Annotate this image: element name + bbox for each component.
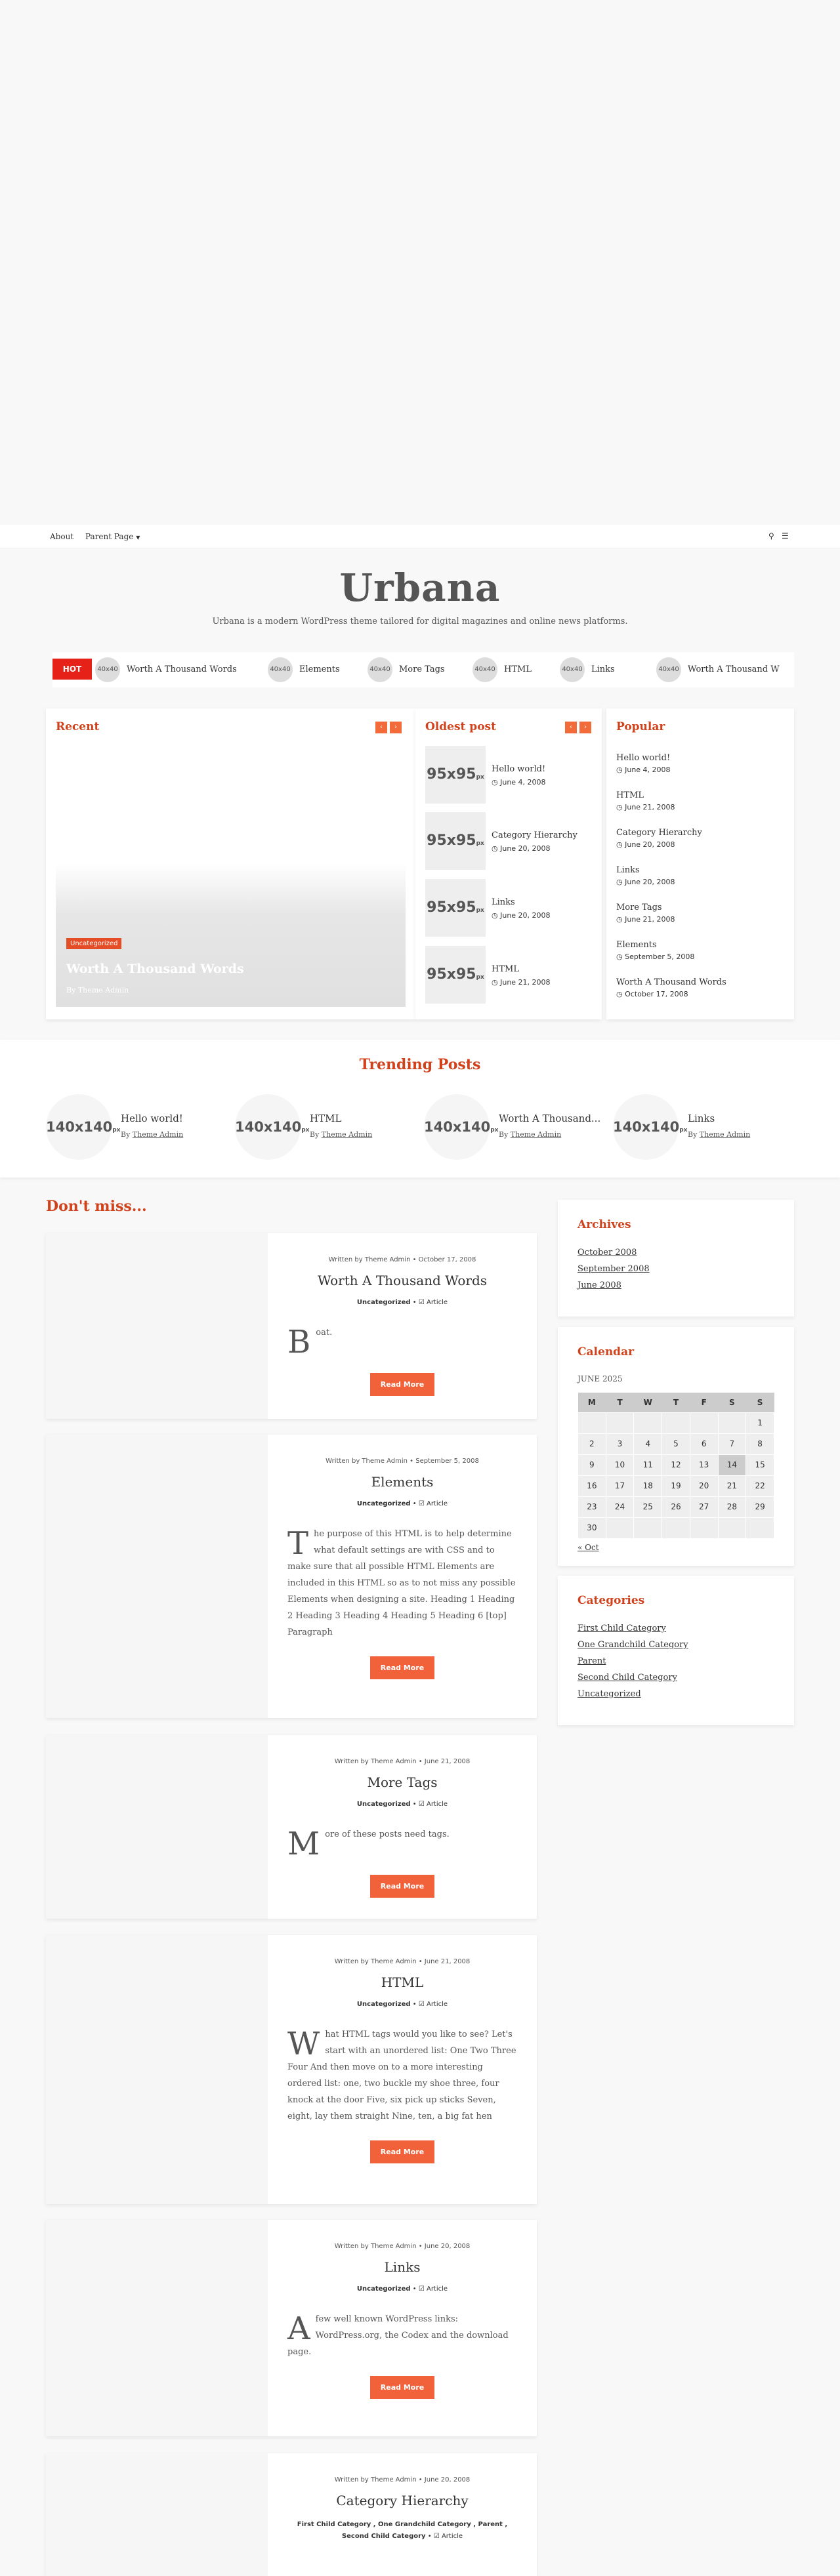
calendar-day: 23 <box>578 1496 606 1517</box>
list-item[interactable]: Worth A Thousand Words ◷ October 17, 2008 <box>616 977 726 998</box>
next-arrow-button[interactable]: › <box>390 722 402 733</box>
article-icon: ☑ <box>433 2533 440 2540</box>
post-thumbnail: 95x95px <box>425 812 486 870</box>
calendar-empty-cell <box>662 1412 690 1433</box>
featured-post-byline: By Theme Admin <box>66 986 129 994</box>
ticker-thumb: 40x40 <box>95 657 120 682</box>
post-title[interactable]: Worth A Thousand Words <box>317 1273 488 1288</box>
ticker-thumb: 40x40 <box>560 657 585 682</box>
post-title[interactable]: Category Hierarchy <box>336 2493 469 2508</box>
clock-icon: ◷ <box>492 911 498 920</box>
clock-icon: ◷ <box>616 840 623 849</box>
article-icon: ☑ <box>418 1801 425 1808</box>
oldest-post-section <box>415 708 602 1019</box>
post-excerpt: oat. <box>316 1328 333 1338</box>
category-link[interactable]: Uncategorized <box>356 1299 411 1306</box>
list-item[interactable]: Links ◷ June 20, 2008 <box>616 865 675 886</box>
calendar-day: 9 <box>578 1454 606 1475</box>
post-card: Written by Theme Admin • June 21, 2008 More Tags Uncategorized • ☑ Article More of these posts need tags. Read More <box>46 1735 537 1919</box>
drop-cap: M <box>287 1826 320 1862</box>
list-item[interactable]: Hello world! ◷ June 4, 2008 <box>616 753 671 774</box>
post-meta: Written by Theme Admin • June 21, 2008 <box>334 1958 471 1965</box>
drop-cap: T <box>287 1525 309 1562</box>
calendar-day: 19 <box>662 1475 690 1496</box>
list-item[interactable]: Elements ◷ September 5, 2008 <box>616 940 695 961</box>
post-meta: Written by Theme Admin • June 20, 2008 <box>334 2243 471 2250</box>
prev-arrow-button[interactable]: ‹ <box>565 722 577 733</box>
post-thumbnail: 140x140px <box>613 1094 679 1160</box>
post-image[interactable] <box>46 1233 268 1419</box>
calendar-title: Calendar <box>578 1345 635 1359</box>
calendar-day: 10 <box>606 1454 634 1475</box>
calendar-empty-cell <box>634 1412 662 1433</box>
calendar-day-header: M <box>578 1393 606 1412</box>
calendar-prev-link[interactable]: « Oct <box>578 1542 599 1552</box>
calendar-day: 24 <box>606 1496 634 1517</box>
calendar-empty-cell <box>606 1517 634 1538</box>
drop-cap: B <box>287 1324 311 1360</box>
calendar-day: 13 <box>690 1454 718 1475</box>
featured-post-title[interactable]: Worth A Thousand Words <box>66 962 244 976</box>
read-more-button[interactable]: Read More <box>370 1875 434 1898</box>
post-excerpt: he purpose of this HTML is to help determine what default settings are with CSS and to make sure that all possible HTML Elements are included in this HTML so as to not miss any possible Elements when designing a site. Heading 1 Heading 2 Heading 3 Heading 4 Heading 5 Heading 6 [top] Paragraph <box>287 1529 516 1637</box>
post-thumbnail: 140x140px <box>46 1094 112 1160</box>
read-more-button[interactable]: Read More <box>370 2376 434 2399</box>
calendar-table <box>578 1393 774 1539</box>
calendar-day: 7 <box>718 1433 746 1454</box>
calendar-day-header: W <box>634 1393 662 1412</box>
post-excerpt: ore of these posts need tags. <box>325 1830 450 1839</box>
drop-cap: A <box>287 2310 310 2347</box>
post-card: Written by Theme Admin • June 20, 2008 Category Hierarchy First Child Category , One Grandchild Category , Parent , Second Child Category • ☑ Article <box>46 2453 537 2576</box>
read-more-button[interactable]: Read More <box>370 1656 434 1679</box>
recent-section <box>46 708 415 1019</box>
site-tagline: Urbana is a modern WordPress theme tailored for digital magazines and online news platforms. <box>212 617 628 626</box>
post-meta: Written by Theme Admin • September 5, 2008 <box>326 1458 479 1465</box>
list-item[interactable]: 95x95px Links ◷ June 20, 2008 <box>425 879 570 937</box>
post-thumbnail: 95x95px <box>425 879 486 937</box>
trending-title: Trending Posts <box>359 1056 481 1073</box>
article-icon: ☑ <box>418 2001 425 2008</box>
drop-cap: W <box>287 2026 320 2062</box>
author-link[interactable]: Theme Admin <box>321 1130 373 1139</box>
calendar-day: 5 <box>662 1433 690 1454</box>
clock-icon: ◷ <box>492 844 498 853</box>
post-meta: Written by Theme Admin • June 20, 2008 <box>334 2476 471 2484</box>
category-link[interactable]: Uncategorized <box>356 1801 411 1808</box>
hot-label: HOT <box>52 659 92 680</box>
calendar-day: 15 <box>746 1454 774 1475</box>
category-link[interactable]: Uncategorized <box>578 1689 641 1699</box>
post-title[interactable]: Links <box>384 2259 421 2275</box>
archives-title: Archives <box>578 1218 631 1231</box>
calendar-day: 17 <box>606 1475 634 1496</box>
post-thumbnail: 140x140px <box>424 1094 490 1160</box>
featured-post[interactable] <box>56 745 406 1007</box>
clock-icon: ◷ <box>492 978 498 987</box>
category-link[interactable]: First Child Category <box>578 1624 666 1633</box>
calendar-empty-cell <box>634 1517 662 1538</box>
search-icon[interactable]: ⚲ <box>768 531 774 541</box>
category-link[interactable]: Parent <box>578 1656 606 1666</box>
calendar-day-header: F <box>690 1393 718 1412</box>
calendar-day: 6 <box>690 1433 718 1454</box>
nav-parent-page[interactable]: Parent Page ▼ <box>85 532 140 541</box>
calendar-empty-cell <box>690 1412 718 1433</box>
calendar-day: 20 <box>690 1475 718 1496</box>
article-icon: ☑ <box>418 2285 425 2293</box>
calendar-empty-cell <box>578 1412 606 1433</box>
post-title[interactable]: More Tags <box>367 1774 438 1790</box>
popular-section <box>606 708 794 1019</box>
categories-title: Categories <box>578 1594 645 1607</box>
calendar-empty-cell <box>690 1517 718 1538</box>
post-image[interactable] <box>46 1735 268 1919</box>
post-thumbnail: 140x140px <box>235 1094 301 1160</box>
author-link[interactable]: Theme Admin <box>132 1130 184 1139</box>
trending-section <box>0 1040 840 1177</box>
post-card: Written by Theme Admin • June 21, 2008 HTML Uncategorized • ☑ Article What HTML tags would you like to see? Let's start with an unordered list: One Two Three Four And then move on to a more interesting ordered list: one, two buckle my shoe three, four knock at the door Five, six pick up sticks Seven, eight, lay them straight Nine, ten, a big fat hen Read More <box>46 1935 537 2204</box>
calendar-empty-cell <box>718 1517 746 1538</box>
trending-item[interactable]: 140x140px Worth A Thousand... By Theme Admin <box>424 1094 608 1160</box>
calendar-empty-cell <box>662 1517 690 1538</box>
trending-item[interactable]: 140x140px Hello world! By Theme Admin <box>46 1094 230 1160</box>
next-arrow-button[interactable]: › <box>579 722 591 733</box>
post-meta: Written by Theme Admin • June 21, 2008 <box>334 1758 471 1765</box>
calendar-day: 2 <box>578 1433 606 1454</box>
calendar-day-header: T <box>606 1393 634 1412</box>
clock-icon: ◷ <box>492 778 498 787</box>
chevron-down-icon: ▼ <box>136 535 140 541</box>
calendar-day: 28 <box>718 1496 746 1517</box>
calendar-day-header: S <box>718 1393 746 1412</box>
list-item[interactable]: 95x95px Category Hierarchy ◷ June 20, 2008 <box>425 812 570 870</box>
calendar-day: 27 <box>690 1496 718 1517</box>
archive-link[interactable]: June 2008 <box>578 1280 621 1290</box>
hamburger-icon[interactable]: ☰ <box>782 531 789 541</box>
ticker-thumb: 40x40 <box>268 657 293 682</box>
calendar-caption: JUNE 2025 <box>578 1374 623 1383</box>
list-item[interactable]: Category Hierarchy ◷ June 20, 2008 <box>616 828 702 849</box>
category-link[interactable]: One Grandchild Category <box>578 1640 688 1650</box>
post-meta: Written by Theme Admin • October 17, 2008 <box>328 1256 476 1263</box>
category-link[interactable]: Uncategorized <box>356 2001 411 2008</box>
article-icon: ☑ <box>418 1500 425 1507</box>
list-item[interactable]: More Tags ◷ June 21, 2008 <box>616 903 675 924</box>
calendar-day: 4 <box>634 1433 662 1454</box>
article-icon: ☑ <box>418 1299 425 1306</box>
post-thumbnail: 95x95px <box>425 946 486 1004</box>
archive-link[interactable]: September 2008 <box>578 1264 650 1274</box>
calendar-day: 30 <box>578 1517 606 1538</box>
hot-ticker: HOT 40x40 Worth A Thousand Words 40x40 Elements 40x40 More Tags 40x40 HTML 40x40 Links 40x40 Worth A Thousand W <box>52 652 794 687</box>
trending-item[interactable]: 140x140px HTML By Theme Admin <box>235 1094 419 1160</box>
prev-arrow-button[interactable]: ‹ <box>375 722 387 733</box>
calendar-day: 11 <box>634 1454 662 1475</box>
calendar-day: 16 <box>578 1475 606 1496</box>
recent-title: Recent <box>56 720 100 733</box>
ticker-thumb: 40x40 <box>472 657 497 682</box>
clock-icon: ◷ <box>616 766 623 774</box>
trending-item[interactable]: 140x140px Links By Theme Admin <box>613 1094 797 1160</box>
author-link[interactable]: Theme Admin <box>699 1130 751 1139</box>
popular-title: Popular <box>616 720 665 733</box>
category-link[interactable]: Uncategorized <box>356 1500 411 1507</box>
calendar-empty-cell <box>718 1412 746 1433</box>
calendar-day-header: S <box>746 1393 774 1412</box>
ticker-thumb: 40x40 <box>368 657 392 682</box>
calendar-widget <box>558 1327 794 1566</box>
post-title[interactable]: HTML <box>381 1974 424 1990</box>
oldest-post-title: Oldest post <box>425 720 496 733</box>
clock-icon: ◷ <box>616 952 623 961</box>
clock-icon: ◷ <box>616 915 623 924</box>
category-link[interactable]: Second Child Category <box>578 1673 677 1683</box>
post-card: Written by Theme Admin • October 17, 2008 Worth A Thousand Words Uncategorized • ☑ Article Boat. Read More <box>46 1233 537 1419</box>
post-title[interactable]: Elements <box>371 1474 434 1490</box>
post-card: Written by Theme Admin • June 20, 2008 Links Uncategorized • ☑ Article Afew well known WordPress links: WordPress.org, the Codex and the download page. Read More <box>46 2220 537 2436</box>
post-image[interactable] <box>46 1935 268 2204</box>
clock-icon: ◷ <box>616 878 623 886</box>
post-card: Written by Theme Admin • September 5, 2008 Elements Uncategorized • ☑ Article The purpose of this HTML is to help determine what default settings are with CSS and to make sure that all possible HTML Elements are included in this HTML so as to not miss any possible Elements when designing a site. Heading 1 Heading 2 Heading 3 Heading 4 Heading 5 Heading 6 [top] Paragraph Read More <box>46 1435 537 1718</box>
calendar-empty-cell <box>606 1412 634 1433</box>
categories-widget <box>558 1576 794 1725</box>
list-item[interactable]: 95x95px Hello world! ◷ June 4, 2008 <box>425 746 570 804</box>
calendar-day: 22 <box>746 1475 774 1496</box>
dont-miss-title: Don't miss... <box>46 1198 147 1215</box>
clock-icon: ◷ <box>616 990 623 998</box>
archive-link[interactable]: October 2008 <box>578 1248 637 1257</box>
list-item[interactable]: HTML ◷ June 21, 2008 <box>616 790 675 811</box>
calendar-day: 3 <box>606 1433 634 1454</box>
calendar-day: 1 <box>746 1412 774 1433</box>
list-item[interactable]: 95x95px HTML ◷ June 21, 2008 <box>425 946 570 1004</box>
ticker-thumb: 40x40 <box>656 657 681 682</box>
clock-icon: ◷ <box>616 803 623 811</box>
calendar-day: 14 <box>718 1454 746 1475</box>
calendar-day: 29 <box>746 1496 774 1517</box>
post-excerpt: hat HTML tags would you like to see? Let's start with an unordered list: One Two Three Four And then move on to a more interesting ordered list: one, two buckle my shoe three, four knock at the door Five, six pick up sticks Seven, eight, lay them straight Nine, ten, a big fat hen <box>287 2030 516 2121</box>
post-thumbnail: 95x95px <box>425 746 486 804</box>
post-image[interactable] <box>46 2220 268 2436</box>
read-more-button[interactable]: Read More <box>370 1373 434 1396</box>
top-navigation <box>0 525 840 548</box>
category-link[interactable]: Uncategorized <box>356 2285 411 2293</box>
post-excerpt: few well known WordPress links: WordPress.org, the Codex and the download page. <box>287 2314 509 2357</box>
calendar-day: 8 <box>746 1433 774 1454</box>
calendar-day: 12 <box>662 1454 690 1475</box>
calendar-day: 21 <box>718 1475 746 1496</box>
calendar-empty-cell <box>746 1517 774 1538</box>
nav-about[interactable]: About <box>50 532 74 541</box>
calendar-day: 25 <box>634 1496 662 1517</box>
calendar-day: 18 <box>634 1475 662 1496</box>
site-title[interactable]: Urbana <box>339 565 501 610</box>
post-image[interactable] <box>46 2453 268 2576</box>
author-link[interactable]: Theme Admin <box>510 1130 562 1139</box>
calendar-day-header: T <box>662 1393 690 1412</box>
read-more-button[interactable]: Read More <box>370 2140 434 2163</box>
category-link[interactable]: First Child Category , One Grandchild Category , Parent , Second Child Category <box>297 2521 508 2540</box>
post-image[interactable] <box>46 1435 268 1718</box>
archives-widget <box>558 1200 794 1317</box>
category-badge[interactable]: Uncategorized <box>66 938 121 949</box>
calendar-day: 26 <box>662 1496 690 1517</box>
